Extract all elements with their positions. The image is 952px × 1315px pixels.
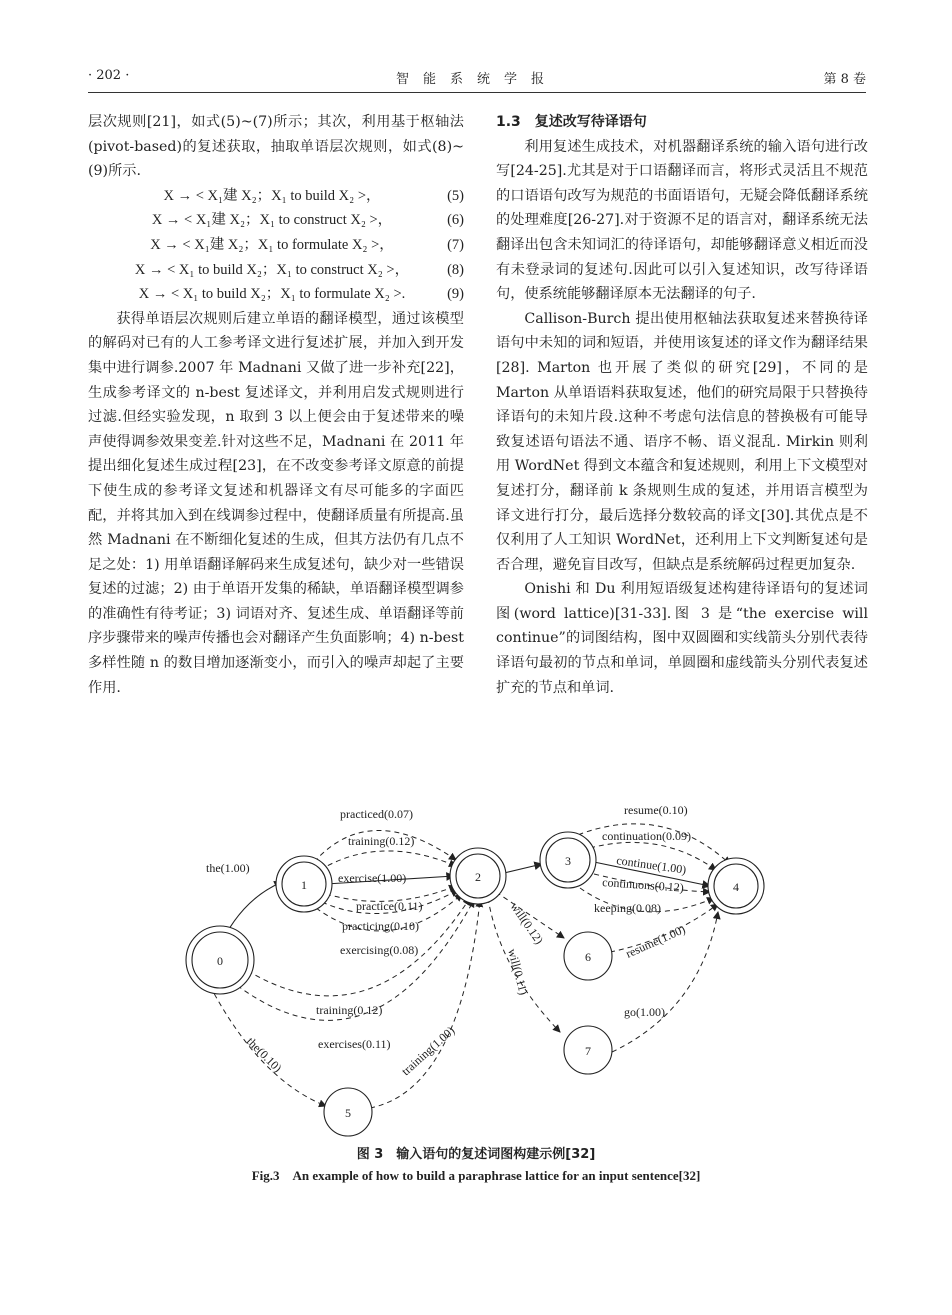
equation-7: X → < X₁建 X₂；X₁ to formulate X₂ >， (7) [150,236,464,253]
label-keeping: keeping(0.08) [594,901,661,915]
page-header [88,68,866,88]
label-resume-6-4: resume(1.00) [623,922,688,961]
node-4: 4 [733,880,739,894]
equation-list [88,184,464,307]
figure-caption-cn: 图 3 输入语句的复述词图构建示例[32] [356,1147,596,1162]
node-5: 5 [345,1106,351,1120]
label-exercise: exercise(1.00) [338,871,407,885]
label-resume-3-4: resume(0.10) [624,803,688,817]
equation-9: X → < X₁ to build X₂；X₁ to formulate X₂ >. (9) [138,286,464,303]
right-column [496,110,868,700]
figure-caption-en: Fig.3 An example of how to build a paraphrase lattice for an input sentence[32] [251,1168,701,1183]
label-exercises: exercises(0.11) [318,1037,391,1051]
edge-the-0-5 [210,986,326,1106]
equation-8: X → < X₁ to build X₂；X₁ to construct X₂ >， (8) [134,261,464,278]
node-1: 1 [301,878,307,892]
header-rule [88,92,866,93]
label-will-2-7: will(0.11) [505,947,531,997]
section-heading: 1.3 复述改写待译语句 [496,114,647,130]
paraphrase-lattice-diagram [170,790,790,1140]
label-continuation: continuation(0.09) [602,829,691,843]
label-training-1-2: training(0.12) [348,834,415,848]
left-paragraph-2: 获得单语层次规则后建立单语的翻译模型，通过该模型的解码对已有的人工参考译文进行复述扩展，并加入到开发集中进行调参.2007 年 Madnani 又做了进一步补充[22]，生成参考译文的 n-best 复述译文，并利用启发式规则进行过滤.但经实验发现，n 取到 3 以上便会由于复述带来的噪声使得调参效果变差.针对这些不足，Madnani 在 2011 年提出细化复述生成过程[23]，在不改变参考译文原意的前提下使生成的参考译文复述和机器译文有尽可能多的字面匹配，并将其加入到在线调参过程中，使翻译质量有所提高.虽然 Madnani 在不断细化复述的生成，但其方法仍有几点不足之处：1) 用单语翻译解码来生成复述句，缺少对一些错误复述的过滤；2) 由于单语开发集的稀缺，单语翻译模型调参的准确性有待考证；3) 词语对齐、复述生成、单语翻译等前序步骤带来的噪声传播也会对翻译产生负面影响；4) n-best 多样性随 n 的数目增加逐渐变小，而引入的噪声却起了主要作用. [88,310,464,696]
page-number: · 202 · [88,68,130,83]
volume-label: 第 8 卷 [823,72,866,87]
label-practiced: practiced(0.07) [340,807,413,821]
journal-title: 智能系统学报 [395,72,558,87]
left-column [88,110,464,700]
left-paragraph-1: 层次规则[21]，如式(5)~(7)所示；其次，利用基于枢轴法(pivot-based)的复述获取，抽取单语层次规则，如式(8)~(9)所示. [88,114,464,180]
label-practicing: practicing(0.10) [342,919,419,933]
label-will-2-6: will(0.12) [507,899,547,947]
label-go: go(1.00) [624,1005,665,1019]
label-the-0-1: the(1.00) [206,861,250,875]
label-training-5-2: training(1.00) [398,1023,458,1079]
right-paragraph-1: 利用复述生成技术，对机器翻译系统的输入语句进行改写[24-25].尤其是对于口语翻译而言，将形式灵活且不规范的口语语句改写为规范的书面语语句，无疑会降低翻译系统的处理难度[26-27].对于资源不足的语言对，翻译系统无法翻译出包含未知词汇的待译语句，却能够翻译意义相近而没有未登录词的复述句.因此可以引入复述知识，改写待译语句，使系统能够翻译原本无法翻译的句子. [496,138,868,303]
label-the-0-5: the(0.10) [243,1034,285,1075]
right-paragraph-2: Callison-Burch 提出使用枢轴法获取复述来替换待译语句中未知的词和短语，并使用该复述的译文作为翻译结果[28]. Marton 也开展了类似的研究[29]，不同的是 Marton 从单语语料获取复述，他们的研究局限于只替换待译语句的未知片段.这种不考虑句法信息的替换极有可能导致复述语句语法不通、语序不畅、语义混乱. Mirkin 则利用 WordNet 得到文本蕴含和复述规则，利用上下文模型对复述打分，翻译前 k 条规则生成的复述，并用语言模型为译文进行打分，最后选择分数较高的译文[30].其优点是不仅利用了人工知识 WordNet，还利用上下文判断复述句是否合理，避免盲目改写，但缺点是系统解码过程更加复杂. [496,310,868,573]
right-paragraph-3: Onishi 和 Du 利用短语级复述构建待译语句的复述词图(word lattice)[31-33].图 3 是“the exercise will continue”的词图结构，图中双圆圈和实线箭头分别代表待译语句最初的节点和单词，单圆圈和虚线箭头分别代表复述扩充的节点和单词. [496,581,868,696]
node-3: 3 [565,854,571,868]
label-continuons: continuons(0.12) [601,875,685,895]
node-7: 7 [585,1044,591,1058]
label-practice: practice(0.11) [356,899,423,913]
equation-6: X → < X₁建 X₂；X₁ to construct X₂ >， (6) [151,212,464,229]
label-continue: continue(1.00) [615,853,688,877]
node-6: 6 [585,950,591,964]
edge-training-1-2 [320,851,456,870]
label-training-0-2: training(0.12) [316,1003,383,1017]
node-2: 2 [475,870,481,884]
equation-5: X → < X₁建 X₂；X₁ to build X₂ >， (5) [163,187,464,204]
node-0: 0 [217,954,223,968]
label-exercising: exercising(0.08) [340,943,419,957]
